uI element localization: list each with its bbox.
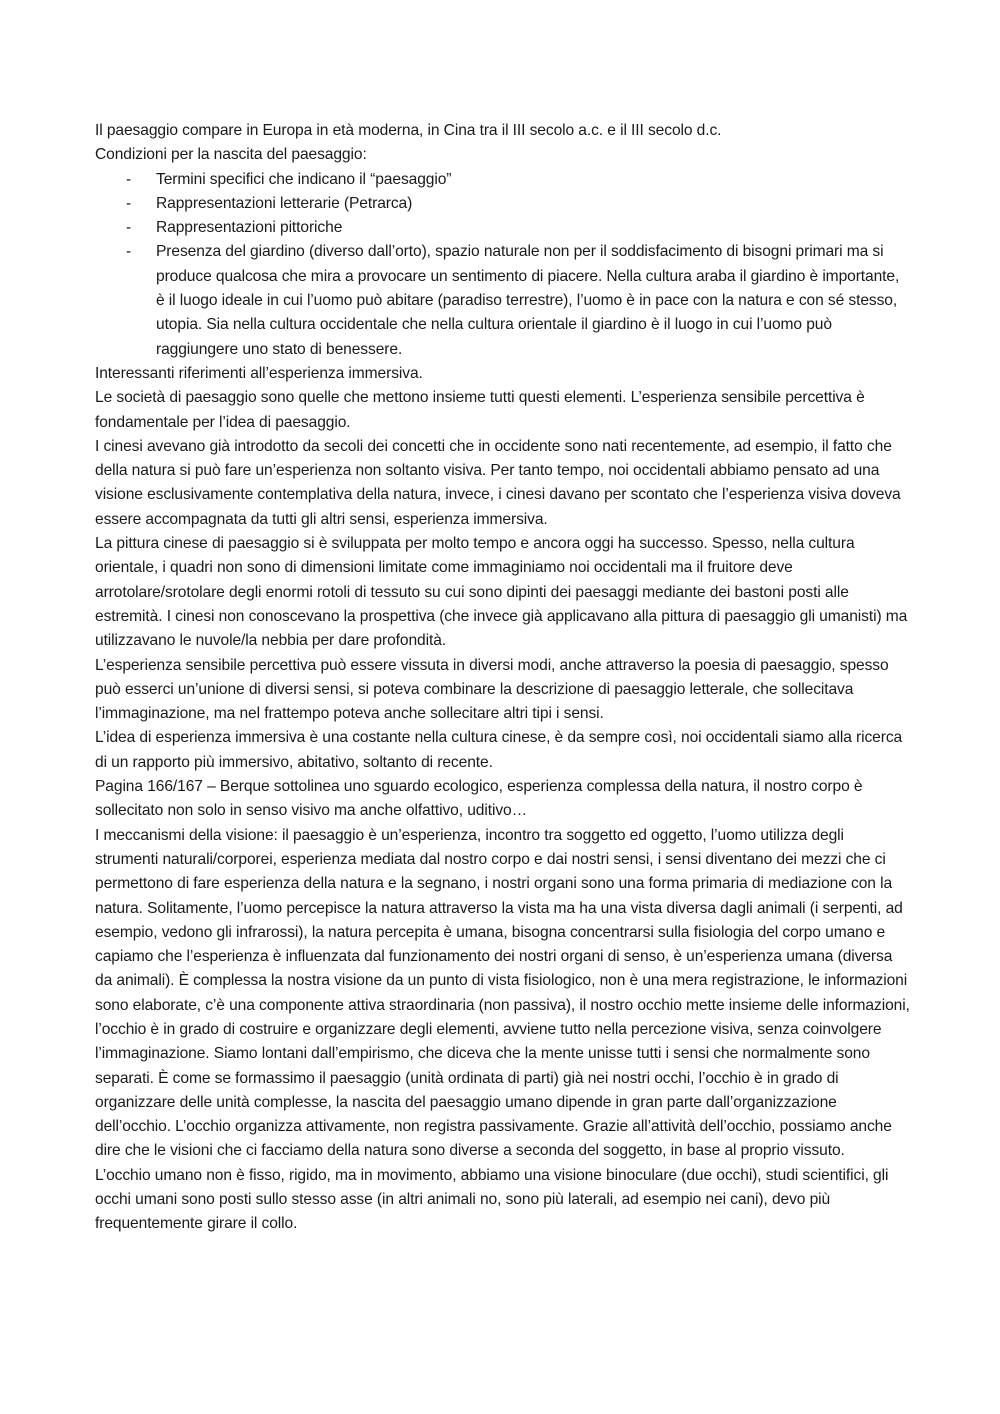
paragraph: Pagina 166/167 – Berque sottolinea uno sguardo ecologico, esperienza complessa della natura, il nostro corpo è sollecitato non solo in senso visivo ma anche olfattivo, uditivo… [95,778,863,820]
paragraph: L’idea di esperienza immersiva è una costante nella cultura cinese, è da sempre così, noi occidentali siamo alla ricerca di un rapporto più immersivo, abitativo, soltanto di recente. [95,729,903,771]
list-bullet: - [126,194,132,212]
intro-line: Il paesaggio compare in Europa in età moderna, in Cina tra il III secolo a.c. e il III secolo d.c. [95,122,722,139]
list-item [95,216,910,240]
conditions-list [95,168,910,362]
paragraph: La pittura cinese di paesaggio si è sviluppata per molto tempo e ancora oggi ha successo. Spesso, nella cultura orientale, i quadri non sono di dimensioni limitate come immaginiamo noi occidentali ma il fruitore deve arrotolare/srotolare degli enormi rotoli di tessuto su cui sono dipinti dei paesaggi mediante dei bastoni posti alle estremità. I cinesi non conoscevano la prospettiva (che invece già applicavano alla pittura di paesaggio gli umanisti) ma utilizzavano le nuvole/la nebbia per dare profondità. [95,535,908,650]
paragraph: Interessanti riferimenti all’esperienza immersiva. [95,364,423,382]
paragraph: I meccanismi della visione: il paesaggio è un’esperienza, incontro tra soggetto ed oggetto, l’uomo utilizza degli strumenti naturali/corporei, esperienza mediata dal nostro corpo e dai nostri sensi, i sensi diventano dei mezzi che ci permettono di fare esperienza della natura e la segnano, i nostri organi sono una forma primaria di mediazione con la natura. Solitamente, l’uomo percepisce la natura attraverso la vista ma ha una vista diversa dagli animali (i serpenti, ad esempio, vedono gli infrarossi), la natura percepita è umana, bisogna concentrarsi sulla fisiologia del corpo umano e capiamo che l’esperienza è influenzata dal funzionamento dei nostri organi di senso, è un’esperienza umana (diversa da animali). È complessa la nostra visione da un punto di vista fisiologico, non è una mera registrazione, le informazioni sono elaborate, c’è una componente attiva straordinaria (non passiva), il nostro occhio mette insieme delle informazioni, l’occhio è in grado di costruire e organizzare degli elementi, avviene tutto nella percezione visiva, senza coinvolgere l’immaginazione. Siamo lontani dall’empirismo, che diceva che la mente unisse tutti i sensi che normalmente sono separati. È come se formassimo il paesaggio (unità ordinata di parti) già nei nostri occhi, l’occhio è in grado di organizzare delle unità complesse, la nascita del paesaggio umano dipende in gran parte dall’organizzazione dell’occhio. L’occhio organizza attivamente, non registra passivamente. Grazie all’attività dell’occhio, possiamo anche dire che le visioni che ci facciamo della natura sono diverse a seconda del soggetto, in base al proprio vissuto. [95,826,910,1160]
paragraph: Le società di paesaggio sono quelle che mettono insieme tutti questi elementi. L’esperienza sensibile percettiva è fondamentale per l’idea di paesaggio. [95,389,865,431]
list-item [95,168,910,192]
paragraph: I cinesi avevano già introdotto da secoli dei concetti che in occidente sono nati recentemente, ad esempio, il fatto che della natura si può fare un’esperienza non soltanto visiva. Per tanto tempo, noi occidentali abbiamo pensato ad una visione esclusivamente contemplativa della natura, invece, i cinesi davano per scontato che l’esperienza visiva doveva essere accompagnata da tutti gli altri sensi, esperienza immersiva. [95,437,901,528]
document-body [95,119,910,1237]
paragraph: L’occhio umano non è fisso, rigido, ma in movimento, abbiamo una visione binoculare (due occhi), studi scientifici, gli occhi umani sono posti sullo stesso asse (in altri animali no, sono più laterali, ad esempio nei cani), devo più frequentemente girare il collo. [95,1166,889,1233]
list-item-text: Rappresentazioni pittoriche [156,219,343,237]
list-item [95,240,910,361]
paragraph: L’esperienza sensibile percettiva può essere vissuta in diversi modi, anche attraverso la poesia di paesaggio, spesso può esserci un’unione di diversi sensi, si poteva combinare la descrizione di paesaggio letterale, che sollecitava l’immaginazione, ma nel frattempo poteva anche sollecitare altri tipi i sensi. [95,656,889,723]
list-bullet: - [126,170,132,188]
list-item-text: Termini specifici che indicano il “paesaggio” [156,170,452,188]
list-bullet: - [126,243,132,261]
list-bullet: - [126,219,132,237]
list-item-text: Presenza del giardino (diverso dall’orto), spazio naturale non per il soddisfacimento di bisogni primari ma si produce qualcosa che mira a provocare un sentimento di piacere. Nella cultura araba il giardino è importante, è il luogo ideale in cui l’uomo può abitare (paradiso terrestre), l’uomo è in pace con la natura e con sé stesso, utopia. Sia nella cultura occidentale che nella cultura orientale il giardino è il luogo in cui l’uomo può raggiungere uno stato di benessere. [156,243,900,358]
list-item [95,192,910,216]
conditions-heading: Condizioni per la nascita del paesaggio: [95,146,367,164]
list-item-text: Rappresentazioni letterarie (Petrarca) [156,194,413,212]
